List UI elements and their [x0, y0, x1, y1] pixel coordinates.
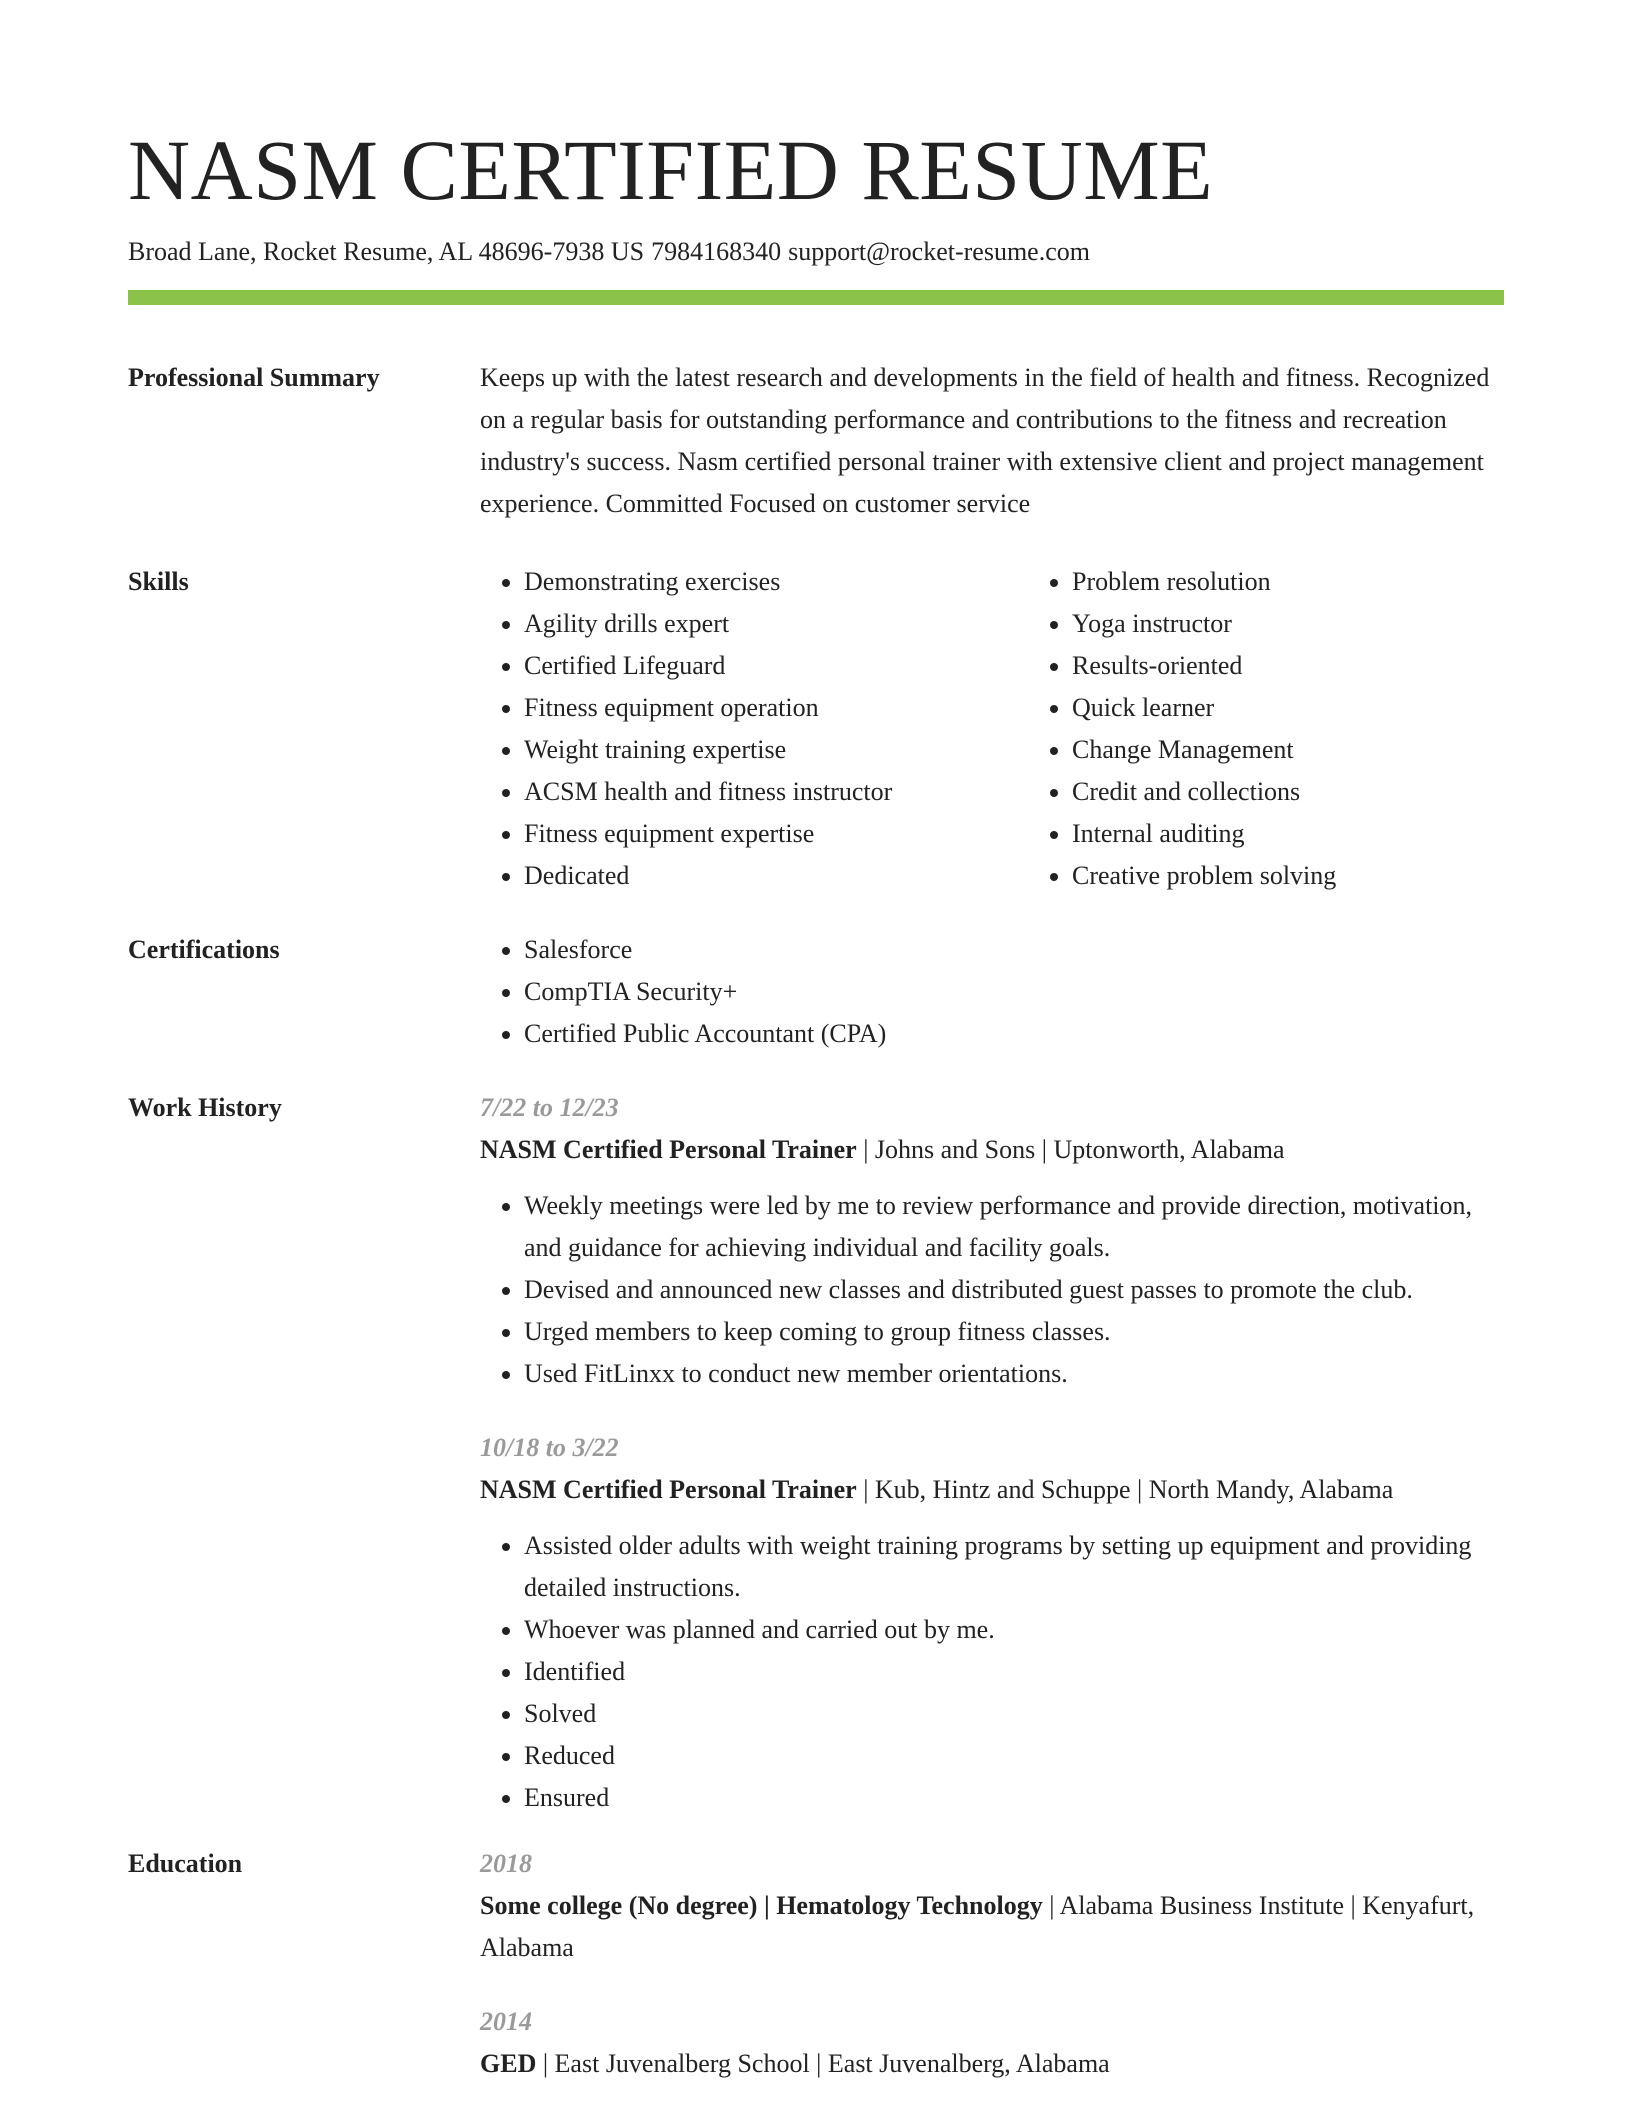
skill-item: • Certified Lifeguard: [524, 645, 1028, 687]
education-school-location: | Alabama Business Institute | Kenyafurt, Alabama: [480, 1891, 1475, 1962]
job-bullet: • Assisted older adults with weight training programs by setting up equipment and providing detailed instructions.: [524, 1525, 1504, 1609]
summary-section: [128, 357, 1504, 525]
work-history-heading: Work History: [128, 1093, 282, 1122]
certification-item: • Certified Public Accountant (CPA): [524, 1013, 1504, 1055]
skills-column-2: [1028, 561, 1576, 897]
certification-item: • Salesforce: [524, 929, 1504, 971]
skill-item: • Weight training expertise: [524, 729, 1028, 771]
education-degree: Some college (No degree) | Hematology Technology: [480, 1891, 1043, 1920]
skill-item: • ACSM health and fitness instructor: [524, 771, 1028, 813]
job-bullet: • Solved: [524, 1693, 1504, 1735]
contact-address: Broad Lane, Rocket Resume, AL 48696-7938 US: [128, 237, 645, 266]
skill-item: • Demonstrating exercises: [524, 561, 1028, 603]
job-bullet: • Used FitLinxx to conduct new member orientations.: [524, 1353, 1504, 1395]
job-entry: [480, 1427, 1504, 1819]
contact-phone: 7984168340: [651, 237, 782, 266]
skill-item: • Problem resolution: [1072, 561, 1576, 603]
work-history-section: [128, 1087, 1504, 1819]
skill-item: • Credit and collections: [1072, 771, 1576, 813]
education-year: 2014: [480, 2007, 532, 2036]
skill-item: • Change Management: [1072, 729, 1576, 771]
education-line: [480, 1885, 1504, 1969]
skill-item: • Fitness equipment expertise: [524, 813, 1028, 855]
skill-item: • Agility drills expert: [524, 603, 1028, 645]
skills-section: [128, 561, 1504, 897]
education-line: [480, 2043, 1504, 2085]
job-title-line: [480, 1129, 1504, 1171]
contact-email: support@rocket-resume.com: [788, 237, 1090, 266]
job-bullet: • Weekly meetings were led by me to review performance and provide direction, motivation, and guidance for achieving individual and facility goals.: [524, 1185, 1504, 1269]
header-accent-rule: [128, 290, 1504, 305]
summary-text: Keeps up with the latest research and developments in the field of health and fitness. Recognized on a regular basis for outstanding performance and contributions to the fitness and recreation industry's success. Nasm certified personal trainer with extensive client and project management experience. Committed Focused on customer service: [480, 363, 1490, 518]
education-entry: [480, 2001, 1504, 2085]
contact-line: [128, 234, 1504, 270]
job-bullet: • Identified: [524, 1651, 1504, 1693]
job-bullet: • Urged members to keep coming to group fitness classes.: [524, 1311, 1504, 1353]
job-dates: 7/22 to 12/23: [480, 1093, 619, 1122]
skill-item: • Yoga instructor: [1072, 603, 1576, 645]
job-bullet: • Whoever was planned and carried out by me.: [524, 1609, 1504, 1651]
skill-item: • Quick learner: [1072, 687, 1576, 729]
education-heading: Education: [128, 1849, 243, 1878]
job-title-line: [480, 1469, 1504, 1511]
skills-columns: [480, 561, 1576, 897]
education-school-location: | East Juvenalberg School | East Juvenalberg, Alabama: [536, 2049, 1110, 2078]
job-employer-location: | Johns and Sons | Uptonworth, Alabama: [856, 1135, 1285, 1164]
certifications-list: [480, 929, 1504, 1055]
job-bullet: • Reduced: [524, 1735, 1504, 1777]
certification-item: • CompTIA Security+: [524, 971, 1504, 1013]
skill-item: • Results-oriented: [1072, 645, 1576, 687]
skill-item: • Dedicated: [524, 855, 1028, 897]
job-title: NASM Certified Personal Trainer: [480, 1475, 857, 1504]
skill-item: • Fitness equipment operation: [524, 687, 1028, 729]
job-bullets: [480, 1185, 1504, 1395]
certifications-section: [128, 929, 1504, 1055]
skills-column-1: [480, 561, 1028, 897]
job-title: NASM Certified Personal Trainer: [480, 1135, 857, 1164]
skills-heading: Skills: [128, 567, 189, 596]
skill-item: • Internal auditing: [1072, 813, 1576, 855]
job-bullet: • Devised and announced new classes and distributed guest passes to promote the club.: [524, 1269, 1504, 1311]
education-degree: GED: [480, 2049, 537, 2078]
education-year: 2018: [480, 1849, 532, 1878]
job-entry: [480, 1087, 1504, 1395]
skill-item: • Creative problem solving: [1072, 855, 1576, 897]
education-entry: [480, 1843, 1504, 1969]
summary-heading: Professional Summary: [128, 363, 380, 392]
resume-title: NASM CERTIFIED RESUME: [128, 122, 1214, 218]
job-dates: 10/18 to 3/22: [480, 1433, 619, 1462]
education-section: [128, 1843, 1504, 2085]
job-employer-location: | Kub, Hintz and Schuppe | North Mandy, Alabama: [856, 1475, 1394, 1504]
resume-page: [128, 118, 1504, 2085]
certifications-heading: Certifications: [128, 935, 280, 964]
job-bullets: [480, 1525, 1504, 1819]
job-bullet: • Ensured: [524, 1777, 1504, 1819]
